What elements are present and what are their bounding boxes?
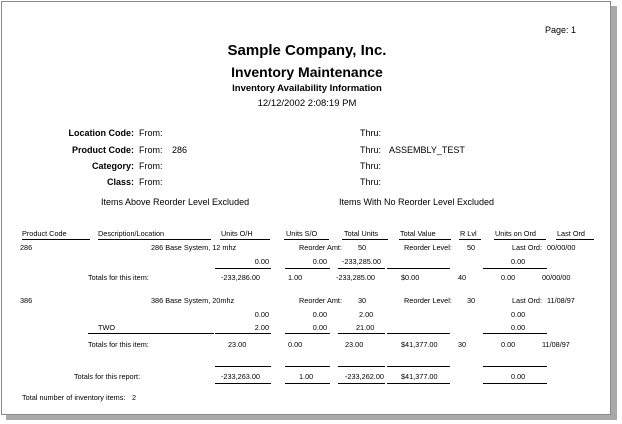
category-label: Category: <box>91 161 134 171</box>
item-count: 2 <box>132 393 137 402</box>
item2-subtotal-rule <box>338 333 385 334</box>
report-total-rule <box>338 366 385 367</box>
item1-subtotal-rule <box>338 268 385 269</box>
item2-last-ord: 11/08/97 <box>547 296 575 305</box>
item2-location-rule <box>88 333 214 334</box>
col-product-code: Product Code <box>22 229 67 238</box>
class-thru-label: Thru: <box>360 177 382 187</box>
item1-total-value: $0.00 <box>401 273 420 282</box>
item1-units-oh: 0.00 <box>254 257 269 266</box>
item1-last-ord-label: Last Ord: <box>512 243 543 252</box>
report-total-underline <box>483 383 547 384</box>
report-page <box>1 1 611 415</box>
item2-total-value: $41,377.00 <box>401 340 438 349</box>
report-total-underline <box>215 383 271 384</box>
item2-total-r-lvl: 30 <box>458 340 467 349</box>
category-from-label: From: <box>139 161 163 171</box>
report-subtitle: Inventory Availability Information <box>232 83 382 94</box>
report-totals-label: Totals for this report: <box>74 372 141 381</box>
item1-units-so: 0.00 <box>312 257 327 266</box>
header-rule <box>98 239 211 240</box>
company-name: Sample Company, Inc. <box>227 42 387 59</box>
col-units-so: Units S/O <box>286 229 318 238</box>
product-from-value: 286 <box>172 145 188 155</box>
item1-last-ord: 00/00/00 <box>547 243 576 252</box>
item2-subtotal-rule <box>215 333 271 334</box>
item2-row2-units-so: 0.00 <box>312 323 327 332</box>
col-r-lvl: R Lvl <box>460 229 477 238</box>
item1-total-total-units: -233,285.00 <box>336 273 375 282</box>
item2-row1-units-on-ord: 0.00 <box>511 310 526 319</box>
item1-total-units-so: 1.00 <box>288 273 303 282</box>
header-rule <box>494 239 546 240</box>
col-last-ord: Last Ord <box>557 229 585 238</box>
item2-total-units-so: 0.00 <box>288 340 303 349</box>
item2-total-total-units: 23.00 <box>345 340 364 349</box>
report-title: Inventory Maintenance <box>231 64 383 80</box>
item1-total-units: -233,285.00 <box>342 257 381 266</box>
location-code-label: Location Code: <box>68 128 134 138</box>
report-total-units-oh: -233,263.00 <box>221 372 260 381</box>
item2-reorder-level-label: Reorder Level: <box>404 296 452 305</box>
item2-row2-total-units: 21.00 <box>356 323 375 332</box>
class-from-label: From: <box>139 177 163 187</box>
item2-row2-units-on-ord: 0.00 <box>511 323 526 332</box>
col-total-value: Total Value <box>400 229 436 238</box>
report-total-units-so: 1.00 <box>299 372 314 381</box>
item1-reorder-amt-label: Reorder Amt: <box>299 243 342 252</box>
item2-total-last-ord: 11/08/97 <box>542 340 570 349</box>
class-label: Class: <box>106 177 134 187</box>
product-thru-label: Thru: <box>360 145 382 155</box>
item1-subtotal-rule <box>215 268 271 269</box>
item1-totals-label: Totals for this item: <box>88 273 149 282</box>
item1-subtotal-rule <box>483 268 547 269</box>
header-rule <box>342 239 388 240</box>
product-thru-value: ASSEMBLY_TEST <box>389 145 465 155</box>
item2-reorder-amt: 30 <box>358 296 367 305</box>
location-from-label: From: <box>139 128 163 138</box>
report-total-underline <box>285 383 330 384</box>
col-units-on-ord: Units on Ord <box>495 229 536 238</box>
location-thru-label: Thru: <box>360 128 382 138</box>
header-rule <box>399 239 451 240</box>
item1-total-last-ord: 00/00/00 <box>542 273 571 282</box>
item1-subtotal-rule <box>285 268 330 269</box>
item2-last-ord-label: Last Ord: <box>512 296 543 305</box>
report-total-rule <box>483 366 547 367</box>
report-total-rule <box>285 366 330 367</box>
item1-reorder-level-label: Reorder Level: <box>404 243 452 252</box>
header-rule <box>22 239 90 240</box>
item1-total-r-lvl: 40 <box>458 273 467 282</box>
item2-reorder-amt-label: Reorder Amt: <box>299 296 342 305</box>
item2-subtotal-rule <box>387 333 450 334</box>
col-description: Description/Location <box>98 229 165 238</box>
item2-total-units-on-ord: 0.00 <box>501 340 516 349</box>
item1-total-units-oh: -233,286.00 <box>221 273 260 282</box>
item2-description: 386 Base System, 20mhz <box>151 296 235 305</box>
report-total-value: $41,377.00 <box>401 372 438 381</box>
item2-row2-units-oh: 2.00 <box>254 323 269 332</box>
header-rule <box>459 239 481 240</box>
category-thru-label: Thru: <box>360 161 382 171</box>
item2-totals-label: Totals for this item: <box>88 340 149 349</box>
item1-subtotal-rule <box>387 268 450 269</box>
report-total-rule <box>387 366 450 367</box>
col-total-units: Total Units <box>344 229 379 238</box>
report-total-total-units: -233,262.00 <box>345 372 384 381</box>
item1-total-units-on-ord: 0.00 <box>501 273 516 282</box>
item2-row1-units-oh: 0.00 <box>254 310 269 319</box>
page-number: Page: 1 <box>545 25 577 35</box>
item1-reorder-amt: 50 <box>358 243 367 252</box>
item1-reorder-level: 50 <box>467 243 476 252</box>
header-rule <box>220 239 270 240</box>
report-total-units-on-ord: 0.00 <box>511 372 526 381</box>
exclusion-above-reorder: Items Above Reorder Level Excluded <box>101 197 250 207</box>
header-rule <box>556 239 594 240</box>
item2-subtotal-rule <box>483 333 547 334</box>
exclusion-no-reorder: Items With No Reorder Level Excluded <box>339 197 495 207</box>
item-count-label: Total number of inventory items: <box>22 393 126 402</box>
report-total-underline <box>338 383 385 384</box>
report-timestamp: 12/12/2002 2:08:19 PM <box>257 98 357 109</box>
item1-units-on-ord: 0.00 <box>511 257 526 266</box>
product-from-label: From: <box>139 145 163 155</box>
report-total-rule <box>215 366 271 367</box>
item2-row1-total-units: 2.00 <box>359 310 374 319</box>
item2-row1-units-so: 0.00 <box>312 310 327 319</box>
product-code-label: Product Code: <box>72 145 134 155</box>
item2-reorder-level: 30 <box>467 296 476 305</box>
item1-code: 286 <box>20 243 33 252</box>
item2-code: 386 <box>20 296 33 305</box>
header-rule <box>284 239 329 240</box>
item1-description: 286 Base System, 12 mhz <box>151 243 237 252</box>
col-units-oh: Units O/H <box>221 229 253 238</box>
report-total-underline <box>387 383 450 384</box>
item2-total-units-oh: 23.00 <box>228 340 247 349</box>
item2-row2-location: TWO <box>98 323 116 332</box>
item2-subtotal-rule <box>285 333 330 334</box>
